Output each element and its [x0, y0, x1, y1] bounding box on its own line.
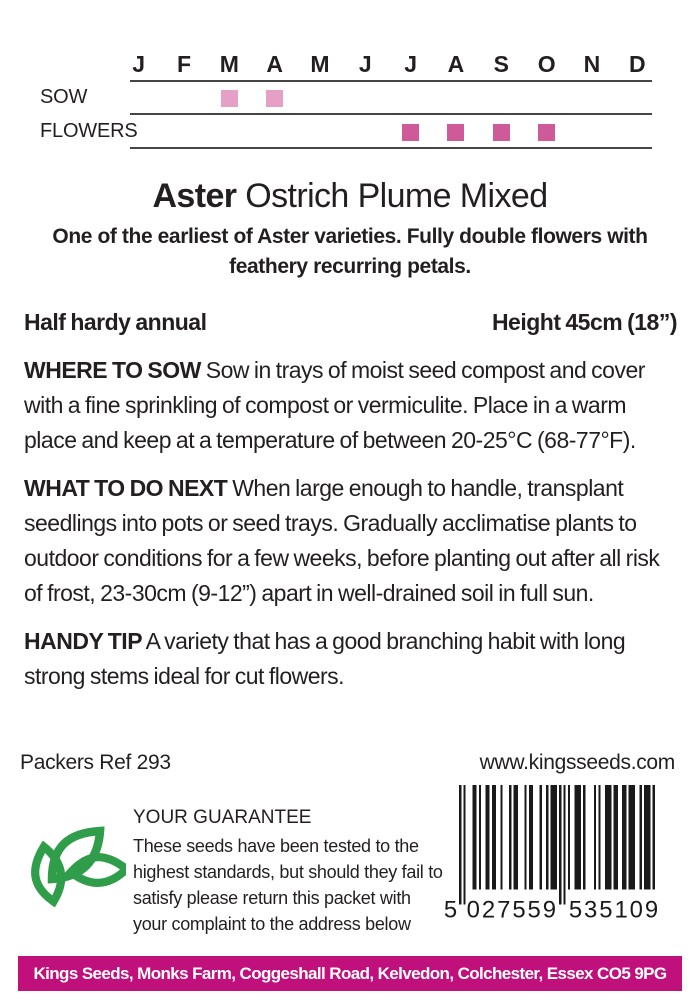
month-label: S: [493, 51, 509, 77]
calendar-cell: [297, 118, 342, 147]
calendar-cell: [433, 84, 478, 113]
svg-text:5: 5: [568, 896, 583, 922]
month-row: [116, 51, 660, 77]
packers-ref: Packers Ref 293: [20, 751, 171, 774]
three-leaves-icon: [22, 822, 126, 908]
month-label: D: [629, 51, 646, 77]
section-where-to-sow: [24, 353, 677, 458]
svg-text:5: 5: [599, 896, 613, 922]
reference-row: [20, 751, 675, 775]
address-text: Kings Seeds, Monks Farm, Coggeshall Road, Kelvedon, Colchester, Essex CO5 9PG: [33, 963, 667, 983]
svg-text:9: 9: [644, 896, 659, 922]
calendar-cell: [388, 118, 433, 147]
barcode-svg: [444, 785, 670, 922]
svg-text:2: 2: [481, 896, 496, 922]
section-text: When large enough to handle, transplant seedlings into pots or seed trays. Gradually acclimatise plants to outdoor conditions for a few weeks, before planting out after all risk of frost, 23-30cm (9-12”) apart in well-drained soil in full sun.: [24, 475, 660, 606]
svg-text:0: 0: [629, 896, 643, 922]
svg-text:3: 3: [584, 896, 598, 922]
svg-text:9: 9: [542, 896, 557, 922]
section-heading: HANDY TIP: [24, 628, 143, 654]
month-label: J: [404, 51, 418, 77]
calendar-cell: [615, 118, 660, 147]
section-heading: WHAT TO DO NEXT: [24, 475, 228, 501]
sow-squares-row: [116, 84, 660, 113]
calendar-cell: [524, 84, 569, 113]
calendar-cell: [479, 118, 524, 147]
svg-text:5: 5: [527, 896, 541, 922]
svg-text:0: 0: [466, 896, 480, 922]
plant-info-row: [24, 305, 677, 340]
calendar-divider: [130, 113, 652, 115]
page-title: [0, 176, 700, 216]
month-label: M: [219, 51, 239, 77]
calendar-cell: [615, 84, 660, 113]
month-label: F: [176, 51, 192, 77]
month-label: M: [310, 51, 330, 77]
section-text: A variety that has a good branching habit with long strong stems ideal for cut flowers.: [24, 628, 626, 689]
genus-name: Aster: [152, 177, 237, 215]
guarantee-block: [133, 805, 445, 937]
website-url: www.kingsseeds.com: [479, 751, 675, 774]
month-label: A: [447, 51, 465, 77]
flowers-squares-row: [116, 118, 660, 147]
sow-row-label: SOW: [40, 86, 88, 108]
calendar-cell: [524, 118, 569, 147]
variety-description: One of the earliest of Aster varieties. Fully double flowers with feathery recurring petals.: [52, 225, 648, 278]
calendar-cell: [569, 118, 614, 147]
month-label: N: [583, 51, 601, 77]
calendar-divider: [130, 147, 652, 149]
calendar-cell: [479, 84, 524, 113]
plant-height: Height 45cm (18”): [491, 309, 677, 335]
calendar-cell: [207, 84, 252, 113]
svg-text:7: 7: [497, 896, 511, 922]
variety-name: Ostrich Plume Mixed: [245, 177, 548, 215]
guarantee-text: These seeds have been tested to the highest standards, but should they fail to satisfy please return this packet with your complaint to the address below: [133, 836, 443, 934]
month-label: J: [358, 51, 372, 77]
month-label: J: [132, 51, 146, 77]
section-handy-tip: [24, 624, 677, 694]
calendar-cell: [252, 118, 297, 147]
calendar-divider: [130, 80, 652, 82]
calendar-cell: [433, 118, 478, 147]
calendar-cell: [116, 84, 161, 113]
calendar-cell: [161, 118, 206, 147]
calendar-cell: [252, 84, 297, 113]
calendar-cell: [569, 84, 614, 113]
calendar-cell: [297, 84, 342, 113]
section-heading: WHERE TO SOW: [24, 357, 201, 383]
calendar-cell: [343, 118, 388, 147]
svg-text:5: 5: [512, 896, 526, 922]
section-what-to-do-next: [24, 471, 677, 611]
address-bar: [18, 956, 682, 991]
guarantee-heading: YOUR GUARANTEE: [133, 807, 312, 828]
calendar-cell: [343, 84, 388, 113]
month-label: A: [266, 51, 283, 77]
plant-type: Half hardy annual: [24, 309, 207, 335]
flowers-row-label: FLOWERS: [40, 120, 138, 142]
svg-text:1: 1: [614, 896, 628, 922]
calendar-cell: [388, 84, 433, 113]
month-label: O: [537, 51, 556, 77]
growing-instructions: [24, 305, 677, 694]
calendar-cell: [116, 118, 161, 147]
calendar-cell: [161, 84, 206, 113]
calendar-cell: [207, 118, 252, 147]
svg-text:5: 5: [444, 896, 458, 922]
section-text: Sow in trays of moist seed compost and cover with a fine sprinkling of compost or vermiculite. Place in a warm place and keep at a temperature of between 20-25°C (68-77°F).: [24, 357, 645, 453]
